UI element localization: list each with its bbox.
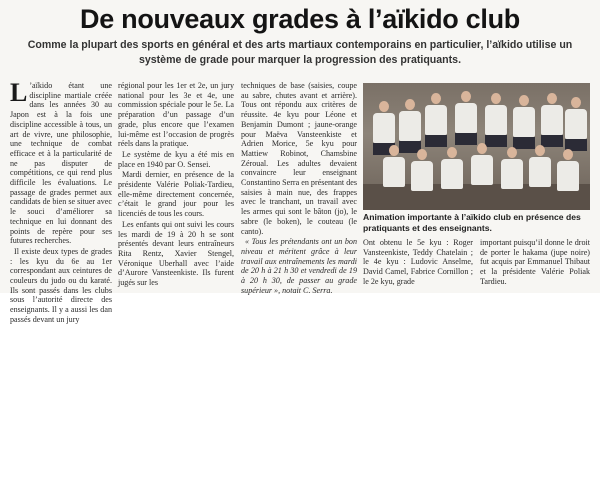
photo-person <box>471 143 493 185</box>
article-column-1 <box>10 78 112 326</box>
column-3-paragraph-1: techniques de base (saisies, coupe au sabre, chutes avant et arrière). Tous ont répondu aux critères de réussite. 4e kyu pour Léone et Benjamin Dumont ; jaune-orange pour Maëva Vansteenkiste et Adrien Morice, 5e kyu pour Mattiew Robinot, Chamsbine Zéroual. Les adultes devaient convaincre leur enseignant Constantino Serra en présentant des saisies à main nue, des frappes avec le tranchant, un travail avec les armes qui sont le bâton (jo), le sabre (le boken), le couteau (le canto). <box>241 81 357 236</box>
column-5-paragraph: important puisqu’il donne le droit de porter le hakama (jupe noire) fut acquis par Emmanuel Thibaut et la présidente Valérie Poliak Tardieu. <box>480 238 590 286</box>
column-2-paragraph-3: Mardi dernier, en présence de la présidente Valérie Poliak-Tardieu, elle-même directement concernée, c’était le grand jour pour les licenciés de tous les cours. <box>118 170 234 219</box>
column-2-paragraph-1: régional pour les 1er et 2e, un jury national pour les 3e et 4e, une commission spéciale pour le 5e. La préparation d’un passage d’un grade, plus encore que l’examen lui-même est l’occasion de progrès réels dans la pratique. <box>118 81 234 149</box>
column-1-text-1: ’aïkido étant une discipline martiale créée dans les années 30 au Japon est à la fois une discipline accessible à tous, un art de vivre, une philosophie, une technique de combat efficace et à la particularité de ne pas disputer de compétitions, ce qui rend plus difficile les évaluations. Le passage de grades permet aux candidats de bien se situer avec le souci d’améliorer sa technique en lui donnant des points de repère pour ses futures recherches. <box>10 81 112 246</box>
article-column-5 <box>480 238 590 288</box>
column-3-paragraph-2: « Tous les prétendants ont un bon niveau et méritent grâce à leur travail aux entraînements les mardi de 20 h à 21 h 30 et vendredi de 19 à 20 h 30, de passer au grade supérieur », notait C. Serra. <box>241 237 357 295</box>
photo-caption: Animation importante à l’aïkido club en présence des pratiquants et des enseignants. <box>363 212 581 233</box>
dropcap: L <box>10 78 28 107</box>
photo-person <box>383 145 405 187</box>
photo-person <box>541 93 563 147</box>
photo-person <box>557 149 579 191</box>
photo-person <box>485 93 507 147</box>
article-column-4 <box>363 238 473 288</box>
subtitle: Comme la plupart des sports en général et des arts martiaux contemporains en particulier, l’aïkido utilise un système de grade pour marquer la progression des pratiquants. <box>27 39 573 66</box>
group-photo <box>363 83 590 210</box>
article-column-2 <box>118 81 234 289</box>
column-1-paragraph-1 <box>10 78 112 246</box>
photo-person <box>565 97 587 151</box>
photo-person <box>529 145 551 187</box>
photo-person <box>501 147 523 189</box>
column-2-paragraph-4: Les enfants qui ont suivi les cours les mardi de 19 à 20 h se sont présentés devant leurs entraîneurs Rita Rentz, Xavier Stengel, Véronique Uberhall avec l’aide d’Aurore Vansteenkiste. Ils furent jugés sur les <box>118 219 234 288</box>
photo-person <box>425 93 447 147</box>
article-column-3 <box>241 81 357 296</box>
photo-person <box>455 91 477 145</box>
photo-person <box>411 149 433 191</box>
headline: De nouveaux grades à l’aïkido club <box>80 4 520 34</box>
column-2-paragraph-2: Le système de kyu a été mis en place en 1940 par O. Sensei. <box>118 149 234 169</box>
dojo-mat <box>363 184 590 210</box>
column-1-paragraph-2: Il existe deux types de grades : les kyu du 6e au 1er correspondant aux ceintures de couleurs du judo ou du karaté. Ils sont passés dans les clubs sous l’autorité directe des enseignants. Il y a aussi les dan passés devant un jury <box>10 246 112 324</box>
column-4-paragraph: Ont obtenu le 5e kyu : Roger Vansteenkiste, Teddy Chatelain ; le 4e kyu : Ludovic Anselme, David Camel, Fabrice Cornillon ; le 2e kyu, grade <box>363 238 473 286</box>
photo-person <box>513 95 535 149</box>
photo-person <box>441 147 463 189</box>
